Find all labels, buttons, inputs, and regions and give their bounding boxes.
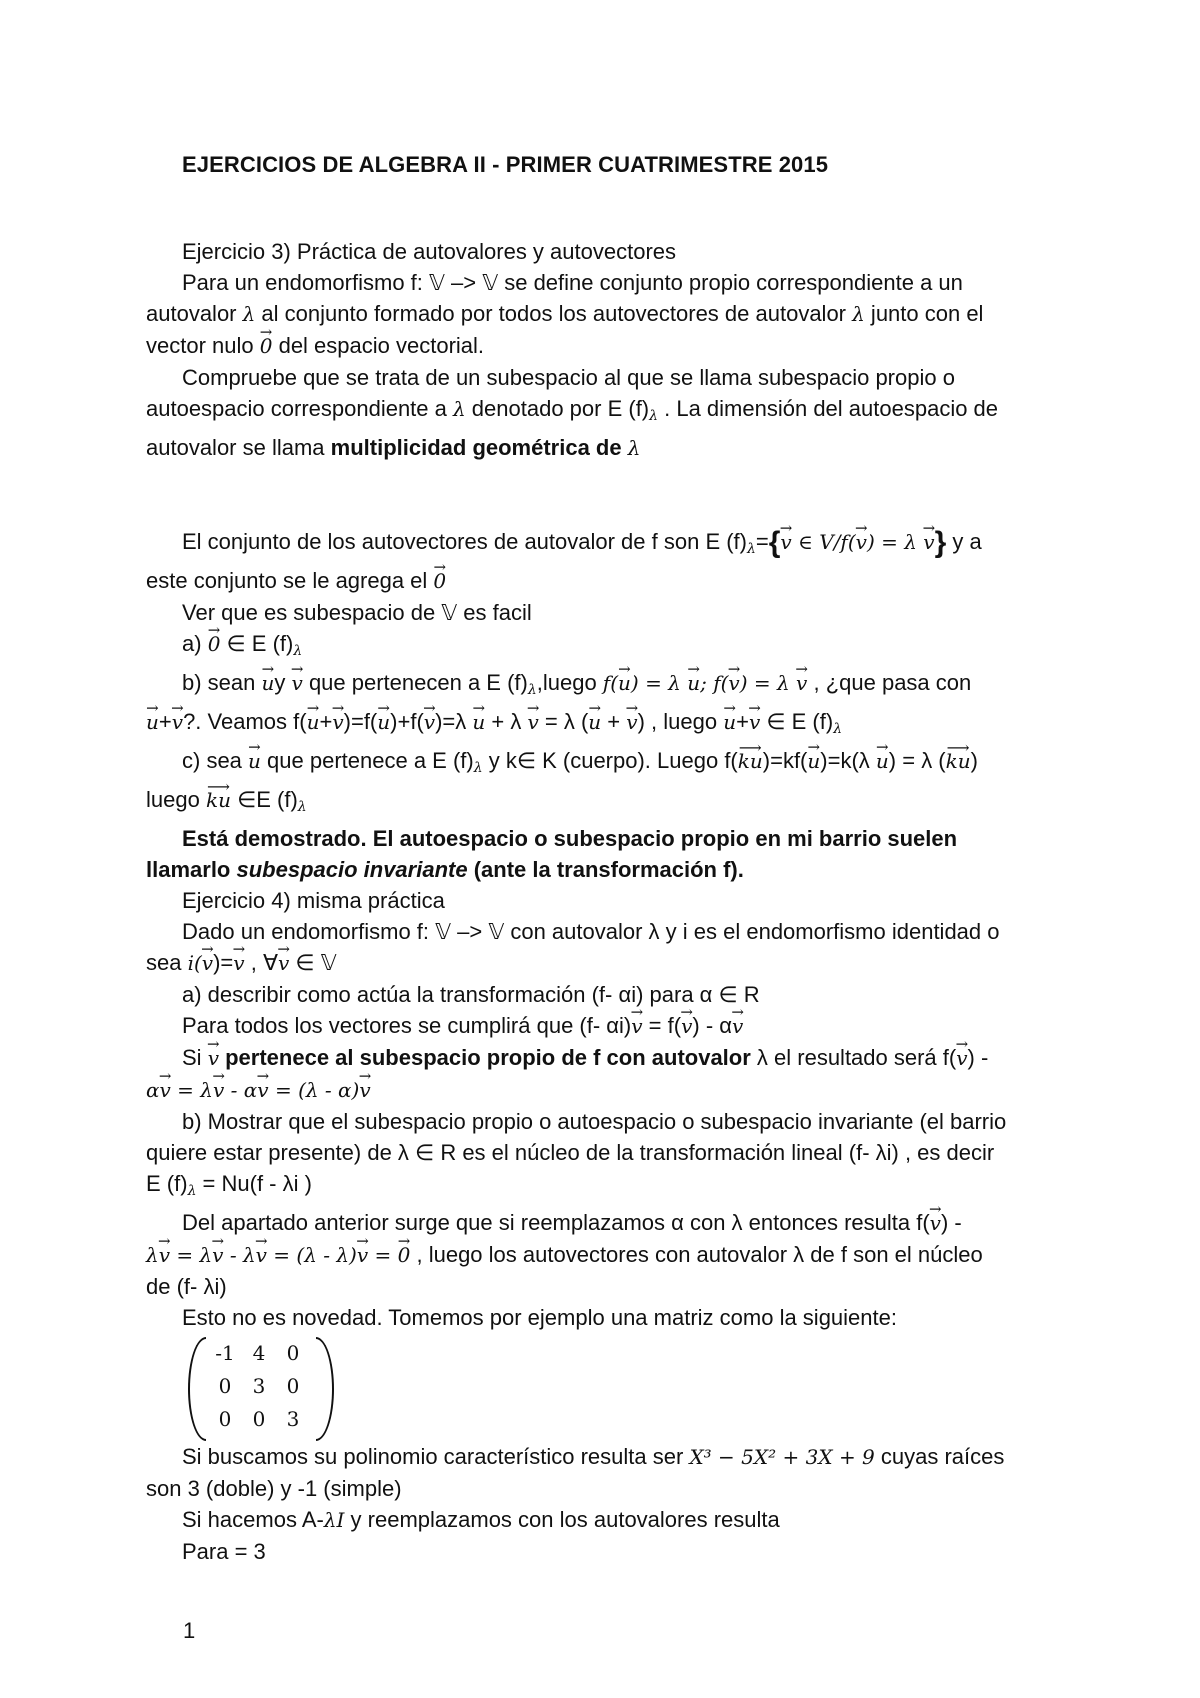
text-run: )=k(λ (820, 748, 876, 773)
text-run: + (736, 709, 749, 734)
vector-symbol: → v (159, 1240, 170, 1271)
math-text: ; f( (700, 671, 729, 695)
ex3-line (146, 393, 1076, 432)
vector-symbol: → v (681, 1011, 692, 1042)
matrix (182, 1333, 342, 1441)
vector-symbol: → v (930, 1208, 941, 1239)
text-run: λ el resultado será f( (750, 1045, 957, 1070)
math-text: - λ (223, 1243, 256, 1267)
text-run: Si buscamos su polinomio característico resulta ser (182, 1444, 690, 1469)
text-run: a) (182, 631, 208, 656)
vector-symbol: → u (146, 707, 159, 738)
vector-symbol: → 0 (208, 629, 221, 660)
math-text: λI (323, 1508, 345, 1532)
text-run: junto con el (864, 301, 984, 326)
math-text: pertenece al subespacio propio de f con autovalor (219, 1045, 751, 1070)
math-text: - α (224, 1078, 258, 1102)
math-text: λ (649, 408, 659, 424)
text-run: autovalor se llama (146, 435, 331, 460)
matrix-cell: -1 (215, 1341, 235, 1365)
text-run: , ∀ (244, 950, 278, 975)
vector-symbol: → v (332, 707, 343, 738)
text-run: c) sea (182, 748, 249, 773)
ex3-line (146, 745, 1076, 784)
ex4-line: Dado un endomorfismo f: 𝕍 –> 𝕍 con autovalor λ y i es el endomorfismo identidad o (182, 919, 1000, 944)
text-run: y a (946, 529, 982, 554)
text-run: y k∈ K (cuerpo). Luego f( (482, 748, 738, 773)
vector-symbol: → v (923, 527, 934, 558)
vector-symbol: → v (856, 527, 867, 558)
matrix-table (208, 1337, 310, 1436)
matrix-cell: 0 (218, 1407, 232, 1431)
ex3-line (146, 706, 1076, 745)
math-text: i( (187, 951, 202, 975)
vector-symbol: → v (956, 1043, 967, 1074)
text-run: )=f( (343, 709, 378, 734)
text-run: = (755, 529, 769, 554)
ex4-line (146, 1010, 1076, 1042)
math-text: λ (297, 799, 307, 815)
text-run: del espacio vectorial. (272, 333, 485, 358)
text-run: (ante la transformación f). (467, 857, 744, 882)
vector-symbol: → v (256, 1240, 267, 1271)
vector-symbol: → 0 (398, 1240, 411, 1271)
math-text: X³ − 5X² + 3X + 9 (689, 1445, 875, 1469)
matrix-cell: 4 (252, 1341, 266, 1365)
text-run: Si hacemos A- (182, 1507, 324, 1532)
text-run: Del apartado anterior surge que si reemplazamos α con λ entonces resulta f( (182, 1210, 930, 1235)
vector-symbol: → 0 (433, 566, 446, 597)
matrix-cell: 0 (218, 1374, 232, 1398)
vector-symbol: → u (807, 746, 820, 777)
vector-symbol: → v (278, 948, 289, 979)
ex4-line: Para = 3 (182, 1539, 266, 1564)
text-run: vector nulo (146, 333, 260, 358)
text-run: ∈ E (f) (220, 631, 294, 656)
vector-symbol: → u (472, 707, 485, 738)
text-run: ,luego (536, 670, 603, 695)
ex4-line (146, 1441, 1076, 1473)
matrix-row (208, 1403, 310, 1436)
text-run: = Nu(f - λi ) (196, 1171, 312, 1196)
ex3-conclusion: Está demostrado. El autoespacio o subespacio propio en mi barrio suelen (182, 826, 958, 851)
text-run: )= (213, 950, 234, 975)
text-run: llamarlo (146, 857, 237, 882)
text-run: al conjunto formado por todos los autovectores de autovalor (255, 301, 853, 326)
ex4-heading: Ejercicio 4) misma práctica (182, 888, 445, 913)
ex3-line (146, 628, 1076, 667)
text-run: , luego los autovectores con autovalor λ de f son el núcleo (410, 1242, 983, 1267)
text-run: )=λ (435, 709, 473, 734)
vector-symbol: → u (876, 746, 889, 777)
ex4-line (146, 1239, 1076, 1271)
text-run: que pertenecen a E (f) (302, 670, 528, 695)
vector-symbol: ⟶ ku (738, 746, 763, 777)
vector-symbol: → u (687, 668, 700, 699)
matrix-cell: 0 (286, 1374, 300, 1398)
ex4-line: b) Mostrar que el subespacio propio o autoespacio o subespacio invariante (el barrio (182, 1109, 1007, 1134)
vector-symbol: → v (732, 1011, 743, 1042)
text-run: = f( (642, 1013, 682, 1038)
vector-symbol: → v (208, 1043, 219, 1074)
vector-symbol: → u (723, 707, 736, 738)
text-run: = λ ( (538, 709, 589, 734)
math-text: λ (453, 397, 466, 421)
ex4-line: son 3 (doble) y -1 (simple) (146, 1476, 402, 1501)
text-run: + (319, 709, 333, 734)
matrix-cell: 3 (286, 1407, 300, 1431)
math-text: λ (852, 302, 865, 326)
page-number: 1 (183, 1618, 196, 1643)
vector-symbol: → v (257, 1075, 268, 1106)
ex4-line (146, 947, 1076, 979)
text-run: autoespacio correspondiente a (146, 396, 453, 421)
ex4-line (146, 1504, 1076, 1536)
matrix-row (208, 1337, 310, 1370)
vector-symbol: → v (631, 1011, 642, 1042)
math-text: { (768, 526, 781, 559)
math-text: = (368, 1243, 398, 1267)
ex3-line: Para un endomorfismo f: 𝕍 –> 𝕍 se define conjunto propio correspondiente a un (182, 270, 963, 295)
text-run: )=kf( (762, 748, 808, 773)
math-text: ) = λ (630, 671, 688, 695)
math-text: λ (527, 682, 537, 698)
text-run: sea (146, 950, 188, 975)
text-run: autovalor (146, 301, 243, 326)
text-run: ) - α (692, 1013, 732, 1038)
vector-symbol: → v (424, 707, 435, 738)
ex3-line: Ver que es subespacio de 𝕍 es facil (182, 600, 532, 625)
vector-symbol: → v (292, 668, 303, 699)
vector-symbol: → v (172, 707, 183, 738)
text-run: y reemplazamos con los autovalores resulta (344, 1507, 780, 1532)
ex3-heading: Ejercicio 3) Práctica de autovalores y autovectores (182, 239, 677, 264)
math-text: λ (473, 760, 483, 776)
vector-symbol: → u (588, 707, 601, 738)
text-run: ∈E (f) (230, 787, 298, 812)
ex3-line: Compruebe que se trata de un subespacio al que se llama subespacio propio o (182, 365, 955, 390)
text-run: denotado por E (f) (465, 396, 650, 421)
text-run: b) sean (182, 670, 262, 695)
math-text: = (λ - λ) (266, 1243, 357, 1267)
text-run: + (158, 709, 172, 734)
vector-symbol: → v (359, 1075, 370, 1106)
math-text: = (λ - α) (268, 1078, 360, 1102)
text-run: Si (182, 1045, 208, 1070)
text-run: ) - (967, 1045, 989, 1070)
math-text: λ (627, 436, 641, 460)
math-text: λ (242, 302, 256, 326)
matrix-right-paren (316, 1337, 334, 1441)
math-text: α (146, 1078, 160, 1102)
math-text: ) = λ (866, 530, 924, 554)
text-run: ) , luego (637, 709, 724, 734)
ex3-line (146, 526, 1076, 565)
ex3-line (146, 565, 1076, 597)
math-text: λ (146, 1243, 159, 1267)
matrix-cell: 0 (252, 1407, 266, 1431)
text-run: luego (146, 787, 206, 812)
math-text: f( (602, 671, 619, 695)
math-text: = λ (170, 1078, 213, 1102)
ex4-line: de (f- λi) (146, 1274, 227, 1299)
vector-symbol: → u (377, 707, 390, 738)
ex4-line (146, 1042, 1076, 1074)
vector-symbol: → u (307, 707, 320, 738)
math-text: subespacio invariante (236, 857, 468, 882)
document-body (146, 236, 1076, 1567)
math-text: = λ (170, 1243, 213, 1267)
text-run: ) (970, 748, 978, 773)
vector-symbol: → v (780, 527, 791, 558)
text-run: ?. Veamos f( (183, 709, 307, 734)
text-run: + (601, 709, 627, 734)
vector-symbol: → v (213, 1075, 224, 1106)
text-run: ∈ 𝕍 (289, 950, 337, 975)
vector-symbol: → v (202, 948, 213, 979)
vector-symbol: → v (749, 707, 760, 738)
math-text: λ (747, 541, 756, 557)
document-title: EJERCICIOS DE ALGEBRA II - PRIMER CUATRIMESTRE 2015 (182, 152, 829, 177)
zero-vector: → 0 (260, 331, 273, 362)
vector-symbol: → v (626, 707, 637, 738)
matrix-row (208, 1370, 310, 1403)
text-run: )+f( (390, 709, 424, 734)
text-run: El conjunto de los autovectores de autovalor de f son E (f) (182, 529, 747, 554)
ex4-line: quiere estar presente) de λ ∈ R es el núcleo de la transformación lineal (f- λi) , es decir (146, 1140, 995, 1165)
vector-symbol: → v (160, 1075, 171, 1106)
text-run: , ¿que pasa con (807, 670, 972, 695)
vector-symbol: → u (248, 746, 261, 777)
ex4-line (146, 1074, 1076, 1106)
ex3-line (146, 432, 1076, 464)
ex4-line (146, 1207, 1076, 1239)
vector-symbol: → v (357, 1240, 368, 1271)
text-run: y (274, 670, 292, 695)
matrix-left-paren (188, 1337, 206, 1441)
vector-symbol: → v (728, 668, 739, 699)
ex3-conclusion (146, 854, 1076, 885)
vector-symbol: → v (527, 707, 538, 738)
math-text: multiplicidad geométrica de (330, 435, 628, 460)
text-run: . La dimensión del autoespacio de (658, 396, 999, 421)
ex4-line: Esto no es novedad. Tomemos por ejemplo una matriz como la siguiente: (182, 1305, 897, 1330)
matrix-cell: 0 (286, 1341, 300, 1365)
text-run: cuyas raíces (874, 1444, 1005, 1469)
vector-symbol: ⟶ ku (946, 746, 971, 777)
ex3-line (146, 330, 1076, 362)
math-text: ∈ V/f( (791, 530, 856, 554)
math-text: λ (187, 1183, 197, 1199)
ex3-line (146, 784, 1076, 823)
text-run: Para todos los vectores se cumplirá que (f- αi) (182, 1013, 632, 1038)
text-run: ∈ E (f) (760, 709, 834, 734)
ex3-line (146, 667, 1076, 706)
vector-symbol: → v (796, 668, 807, 699)
math-text: λ (293, 643, 303, 659)
ex4-line: a) describir como actúa la transformación (f- αi) para α ∈ R (182, 982, 760, 1007)
vector-symbol: → u (262, 668, 275, 699)
math-text: ) = λ (739, 671, 797, 695)
text-run: ) = λ ( (888, 748, 946, 773)
text-run: E (f) (146, 1171, 188, 1196)
math-text: λ (833, 721, 843, 737)
matrix-cell: 3 (252, 1374, 266, 1398)
text-run: este conjunto se le agrega el (146, 568, 434, 593)
vector-symbol: → v (233, 948, 244, 979)
text-run: ) - (940, 1210, 962, 1235)
vector-symbol: ⟶ ku (206, 785, 231, 816)
vector-symbol: → v (212, 1240, 223, 1271)
vector-symbol: → u (618, 668, 631, 699)
text-run: + λ (485, 709, 528, 734)
text-run: que pertenece a E (f) (260, 748, 474, 773)
math-text: } (934, 526, 947, 559)
ex3-line (146, 298, 1076, 330)
